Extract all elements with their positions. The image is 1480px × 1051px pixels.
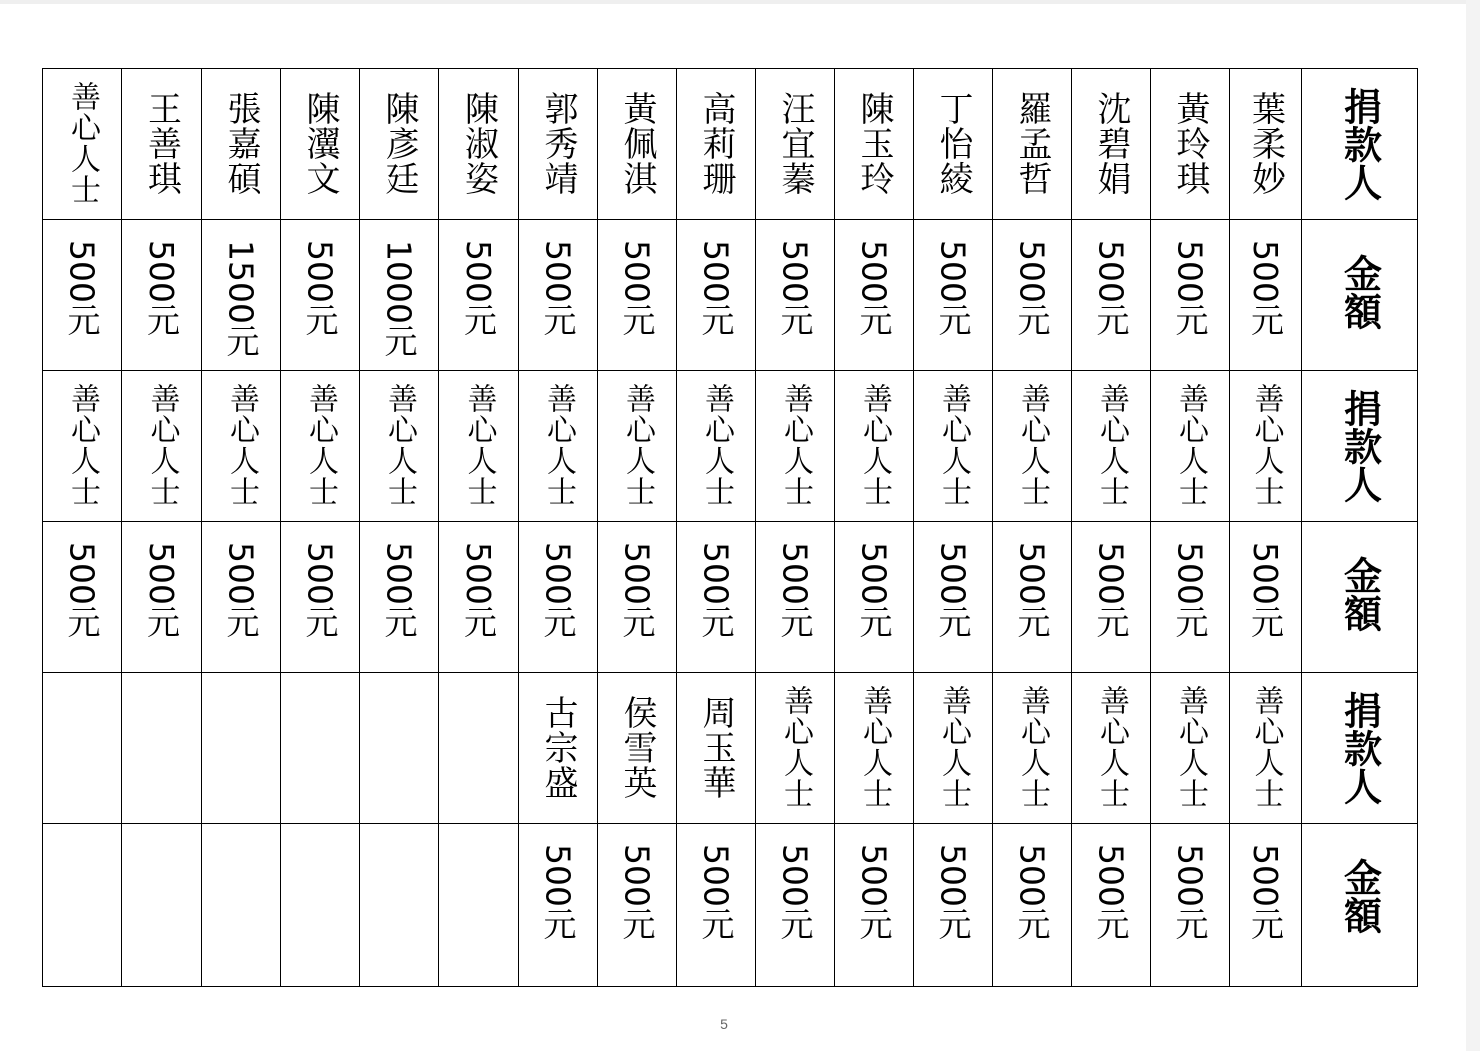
donor-cell bbox=[43, 371, 122, 522]
amount-value: 500 bbox=[459, 542, 498, 605]
donor-cell bbox=[202, 371, 281, 522]
amount-value: 1000 bbox=[379, 240, 419, 324]
amount-value: 500 bbox=[1170, 240, 1210, 303]
top-border bbox=[0, 0, 1480, 4]
donation-amount bbox=[933, 824, 973, 940]
donor-cell bbox=[914, 69, 993, 220]
amount-value: 500 bbox=[300, 240, 340, 303]
currency-unit: 元 bbox=[775, 907, 815, 940]
donor-cell bbox=[1151, 371, 1230, 522]
currency-unit: 元 bbox=[538, 907, 578, 940]
donation-amount bbox=[1246, 824, 1285, 940]
amount-value: 500 bbox=[459, 240, 498, 303]
donor-name: 善心人士 bbox=[1015, 383, 1050, 507]
donor-name: 陳彥廷 bbox=[379, 91, 419, 196]
donor-name: 善心人士 bbox=[778, 383, 813, 507]
amount-header-cell bbox=[1302, 220, 1418, 371]
currency-unit: 元 bbox=[617, 303, 657, 336]
scrollbar-track[interactable] bbox=[1466, 0, 1480, 1051]
donor-cell bbox=[43, 69, 122, 220]
currency-unit: 元 bbox=[1091, 605, 1131, 638]
donor-name: 黃玲琪 bbox=[1170, 91, 1210, 196]
donor-cell bbox=[598, 673, 677, 824]
amount-cell bbox=[202, 522, 281, 673]
amount-cell bbox=[519, 522, 598, 673]
amount-cell bbox=[756, 220, 835, 371]
donor-name: 高莉珊 bbox=[696, 91, 736, 196]
donor-name: 善心人士 bbox=[857, 383, 892, 507]
currency-unit: 元 bbox=[221, 323, 261, 357]
amount-cell bbox=[43, 824, 122, 987]
donor-name: 葉柔妙 bbox=[1245, 91, 1286, 196]
amount-cell bbox=[122, 522, 202, 673]
page-number: 5 bbox=[720, 1016, 728, 1032]
amount-cell bbox=[1230, 522, 1302, 673]
currency-unit: 元 bbox=[300, 303, 340, 336]
currency-unit: 元 bbox=[617, 605, 657, 638]
donor-cell bbox=[677, 673, 756, 824]
donation-amount bbox=[617, 824, 657, 940]
donor-name: 王善琪 bbox=[141, 91, 182, 196]
currency-unit: 元 bbox=[1246, 907, 1285, 940]
donor-cell bbox=[281, 673, 360, 824]
donation-amount bbox=[1012, 220, 1052, 336]
currency-unit: 元 bbox=[1170, 303, 1210, 336]
donor-name: 沈碧娟 bbox=[1091, 91, 1131, 196]
donor-cell bbox=[360, 673, 439, 824]
currency-unit: 元 bbox=[142, 605, 181, 638]
donation-amount bbox=[775, 220, 815, 336]
amount-cell bbox=[835, 220, 914, 371]
amount-value: 500 bbox=[854, 240, 894, 303]
currency-unit: 元 bbox=[1246, 605, 1285, 638]
donor-name: 善心人士 bbox=[620, 383, 655, 507]
amount-value: 500 bbox=[538, 542, 578, 605]
donor-name: 丁怡綾 bbox=[933, 91, 973, 196]
donor-header: 捐款人 bbox=[1337, 87, 1382, 201]
amount-value: 500 bbox=[617, 844, 657, 907]
amount-value: 500 bbox=[1246, 844, 1285, 907]
donor-cell bbox=[1072, 69, 1151, 220]
amount-value: 500 bbox=[1012, 542, 1052, 605]
donor-name: 張嘉碩 bbox=[221, 91, 261, 196]
donor-cell bbox=[677, 371, 756, 522]
donor-cell bbox=[202, 69, 281, 220]
donation-amount bbox=[1170, 220, 1210, 336]
donor-name: 善心人士 bbox=[778, 685, 813, 809]
amount-value: 500 bbox=[379, 542, 419, 605]
donor-name: 善心人士 bbox=[65, 383, 100, 507]
amount-cell bbox=[1072, 824, 1151, 987]
currency-unit: 元 bbox=[1091, 303, 1131, 336]
donation-amount bbox=[62, 522, 102, 638]
currency-unit: 元 bbox=[62, 303, 102, 336]
donor-name: 周玉華 bbox=[696, 695, 736, 800]
donor-header-cell bbox=[1302, 371, 1418, 522]
currency-unit: 元 bbox=[538, 605, 578, 638]
amount-cell bbox=[122, 824, 202, 987]
donor-cell bbox=[914, 371, 993, 522]
currency-unit: 元 bbox=[854, 907, 894, 940]
amount-value: 500 bbox=[1091, 240, 1131, 303]
donor-cell bbox=[1151, 673, 1230, 824]
donation-amount bbox=[1091, 220, 1131, 336]
currency-unit: 元 bbox=[1012, 303, 1052, 336]
amount-cell bbox=[519, 824, 598, 987]
amount-header: 金額 bbox=[1337, 858, 1382, 934]
donor-name: 善心人士 bbox=[936, 685, 971, 809]
donor-cell bbox=[993, 69, 1072, 220]
donation-amount bbox=[1170, 824, 1210, 940]
currency-unit: 元 bbox=[1170, 907, 1210, 940]
donor-cell bbox=[439, 673, 519, 824]
amount-cell bbox=[1151, 824, 1230, 987]
currency-unit: 元 bbox=[933, 907, 973, 940]
donor-cell bbox=[281, 69, 360, 220]
amount-header: 金額 bbox=[1337, 254, 1382, 330]
currency-unit: 元 bbox=[854, 605, 894, 638]
currency-unit: 元 bbox=[617, 907, 657, 940]
amount-value: 500 bbox=[538, 240, 578, 303]
currency-unit: 元 bbox=[538, 303, 578, 336]
donation-amount bbox=[459, 220, 498, 336]
donor-name: 善心人士 bbox=[65, 81, 100, 205]
donor-cell bbox=[519, 69, 598, 220]
currency-unit: 元 bbox=[1091, 907, 1131, 940]
donor-name: 陳瀷文 bbox=[300, 91, 340, 196]
donor-cell bbox=[122, 673, 202, 824]
currency-unit: 元 bbox=[379, 323, 419, 357]
donation-amount bbox=[221, 220, 261, 357]
currency-unit: 元 bbox=[775, 303, 815, 336]
amount-cell bbox=[598, 522, 677, 673]
amount-value: 500 bbox=[617, 542, 657, 605]
donor-header-cell bbox=[1302, 69, 1418, 220]
donor-cell bbox=[122, 371, 202, 522]
amount-cell bbox=[914, 220, 993, 371]
donation-amount bbox=[1170, 522, 1210, 638]
donation-amount bbox=[142, 522, 181, 638]
amount-cell bbox=[1151, 522, 1230, 673]
donation-amount bbox=[696, 522, 736, 638]
amount-cell bbox=[677, 522, 756, 673]
amount-value: 500 bbox=[1246, 542, 1285, 605]
donor-name: 善心人士 bbox=[461, 383, 497, 507]
donation-amount bbox=[1091, 824, 1131, 940]
amount-cell bbox=[993, 824, 1072, 987]
amount-value: 500 bbox=[62, 542, 102, 605]
currency-unit: 元 bbox=[142, 303, 181, 336]
donor-name: 善心人士 bbox=[224, 383, 259, 507]
donor-cell bbox=[598, 371, 677, 522]
amount-cell bbox=[202, 824, 281, 987]
amount-value: 500 bbox=[1091, 844, 1131, 907]
amount-value: 500 bbox=[62, 240, 102, 303]
donor-name: 善心人士 bbox=[1094, 685, 1129, 809]
amount-row bbox=[43, 824, 1418, 987]
donation-amount bbox=[1246, 220, 1285, 336]
donation-amount bbox=[854, 824, 894, 940]
donor-cell bbox=[835, 371, 914, 522]
amount-cell bbox=[1230, 824, 1302, 987]
donation-amount bbox=[1012, 824, 1052, 940]
amount-value: 500 bbox=[696, 542, 736, 605]
amount-value: 500 bbox=[933, 240, 973, 303]
donor-name: 善心人士 bbox=[1015, 685, 1050, 809]
amount-value: 500 bbox=[1170, 542, 1210, 605]
donor-row bbox=[43, 371, 1418, 522]
amount-cell bbox=[281, 522, 360, 673]
currency-unit: 元 bbox=[775, 605, 815, 638]
currency-unit: 元 bbox=[1246, 303, 1285, 336]
amount-cell bbox=[1072, 522, 1151, 673]
donor-name: 侯雪英 bbox=[617, 695, 657, 800]
currency-unit: 元 bbox=[1012, 605, 1052, 638]
amount-value: 1500 bbox=[221, 240, 261, 324]
donor-header: 捐款人 bbox=[1337, 389, 1382, 503]
currency-unit: 元 bbox=[696, 303, 736, 336]
donor-cell bbox=[1072, 371, 1151, 522]
donor-cell bbox=[598, 69, 677, 220]
currency-unit: 元 bbox=[459, 605, 498, 638]
amount-cell bbox=[202, 220, 281, 371]
amount-value: 500 bbox=[1170, 844, 1210, 907]
amount-cell bbox=[281, 220, 360, 371]
amount-value: 500 bbox=[775, 240, 815, 303]
amount-cell bbox=[1072, 220, 1151, 371]
amount-value: 500 bbox=[696, 844, 736, 907]
currency-unit: 元 bbox=[221, 605, 261, 638]
donation-amount bbox=[1012, 522, 1052, 638]
donor-name: 善心人士 bbox=[936, 383, 971, 507]
amount-cell bbox=[598, 220, 677, 371]
amount-row bbox=[43, 220, 1418, 371]
donor-cell bbox=[1072, 673, 1151, 824]
donor-name: 陳玉玲 bbox=[854, 91, 894, 196]
donor-cell bbox=[914, 673, 993, 824]
donor-cell bbox=[43, 673, 122, 824]
donor-cell bbox=[677, 69, 756, 220]
amount-value: 500 bbox=[538, 844, 578, 907]
donor-name: 善心人士 bbox=[382, 383, 417, 507]
amount-header-cell bbox=[1302, 522, 1418, 673]
currency-unit: 元 bbox=[459, 303, 498, 336]
amount-value: 500 bbox=[300, 542, 340, 605]
donor-header: 捐款人 bbox=[1337, 691, 1382, 805]
amount-cell bbox=[993, 522, 1072, 673]
amount-cell bbox=[360, 522, 439, 673]
amount-cell bbox=[360, 220, 439, 371]
donor-row bbox=[43, 673, 1418, 824]
donation-amount bbox=[538, 824, 578, 940]
amount-value: 500 bbox=[854, 542, 894, 605]
amount-cell bbox=[439, 522, 519, 673]
donor-name: 黃佩淇 bbox=[617, 91, 657, 196]
amount-cell bbox=[360, 824, 439, 987]
donation-amount bbox=[379, 220, 419, 357]
amount-header-cell bbox=[1302, 824, 1418, 987]
donor-name: 古宗盛 bbox=[538, 695, 578, 800]
amount-cell bbox=[756, 522, 835, 673]
currency-unit: 元 bbox=[696, 605, 736, 638]
currency-unit: 元 bbox=[933, 303, 973, 336]
donor-cell bbox=[993, 673, 1072, 824]
amount-value: 500 bbox=[1091, 542, 1131, 605]
currency-unit: 元 bbox=[933, 605, 973, 638]
amount-value: 500 bbox=[1012, 844, 1052, 907]
donor-cell bbox=[281, 371, 360, 522]
donation-amount bbox=[696, 824, 736, 940]
amount-cell bbox=[43, 522, 122, 673]
currency-unit: 元 bbox=[1012, 907, 1052, 940]
donation-amount bbox=[538, 220, 578, 336]
amount-header: 金額 bbox=[1337, 556, 1382, 632]
amount-cell bbox=[677, 220, 756, 371]
donation-amount bbox=[775, 824, 815, 940]
donor-name: 善心人士 bbox=[303, 383, 338, 507]
amount-cell bbox=[914, 522, 993, 673]
donor-name: 善心人士 bbox=[1173, 685, 1208, 809]
currency-unit: 元 bbox=[1170, 605, 1210, 638]
donation-amount bbox=[617, 220, 657, 336]
amount-value: 500 bbox=[142, 240, 181, 303]
donor-table bbox=[42, 68, 1418, 987]
amount-value: 500 bbox=[775, 542, 815, 605]
donor-cell bbox=[1230, 69, 1302, 220]
donor-name: 善心人士 bbox=[1248, 383, 1284, 507]
donor-cell bbox=[835, 673, 914, 824]
amount-value: 500 bbox=[1012, 240, 1052, 303]
donor-cell bbox=[993, 371, 1072, 522]
donor-name: 郭秀靖 bbox=[538, 91, 578, 196]
currency-unit: 元 bbox=[62, 605, 102, 638]
donor-cell bbox=[1230, 371, 1302, 522]
donor-name: 善心人士 bbox=[541, 383, 576, 507]
donor-cell bbox=[122, 69, 202, 220]
donation-amount bbox=[142, 220, 181, 336]
amount-cell bbox=[439, 824, 519, 987]
currency-unit: 元 bbox=[379, 605, 419, 638]
donor-cell bbox=[1230, 673, 1302, 824]
donor-name: 善心人士 bbox=[857, 685, 892, 809]
donor-name: 陳淑姿 bbox=[458, 91, 499, 196]
donation-amount bbox=[933, 522, 973, 638]
donor-cell bbox=[519, 673, 598, 824]
amount-value: 500 bbox=[221, 542, 261, 605]
amount-value: 500 bbox=[142, 542, 181, 605]
donation-amount bbox=[1246, 522, 1285, 638]
amount-cell bbox=[1151, 220, 1230, 371]
amount-cell bbox=[835, 522, 914, 673]
donation-amount bbox=[300, 220, 340, 336]
amount-row bbox=[43, 522, 1418, 673]
donor-cell bbox=[439, 69, 519, 220]
donation-amount bbox=[617, 522, 657, 638]
donor-header-cell bbox=[1302, 673, 1418, 824]
donation-amount bbox=[696, 220, 736, 336]
donation-amount bbox=[62, 220, 102, 336]
currency-unit: 元 bbox=[854, 303, 894, 336]
donation-amount bbox=[1091, 522, 1131, 638]
donor-cell bbox=[439, 371, 519, 522]
amount-cell bbox=[519, 220, 598, 371]
donor-name: 善心人士 bbox=[699, 383, 734, 507]
donation-amount bbox=[854, 220, 894, 336]
donor-cell bbox=[756, 69, 835, 220]
amount-value: 500 bbox=[1246, 240, 1285, 303]
amount-cell bbox=[281, 824, 360, 987]
donor-row bbox=[43, 69, 1418, 220]
donation-amount bbox=[459, 522, 498, 638]
amount-cell bbox=[1230, 220, 1302, 371]
amount-cell bbox=[756, 824, 835, 987]
amount-value: 500 bbox=[696, 240, 736, 303]
donor-cell bbox=[202, 673, 281, 824]
donor-name: 善心人士 bbox=[1248, 685, 1284, 809]
donation-amount bbox=[221, 522, 261, 638]
amount-value: 500 bbox=[933, 844, 973, 907]
donor-cell bbox=[835, 69, 914, 220]
amount-value: 500 bbox=[775, 844, 815, 907]
donor-name: 善心人士 bbox=[144, 383, 180, 507]
currency-unit: 元 bbox=[300, 605, 340, 638]
amount-cell bbox=[993, 220, 1072, 371]
donor-cell bbox=[1151, 69, 1230, 220]
amount-value: 500 bbox=[617, 240, 657, 303]
donation-amount bbox=[775, 522, 815, 638]
donor-cell bbox=[756, 673, 835, 824]
donation-amount bbox=[854, 522, 894, 638]
donor-name: 羅孟哲 bbox=[1012, 91, 1052, 196]
amount-cell bbox=[122, 220, 202, 371]
donation-amount bbox=[933, 220, 973, 336]
donor-name: 善心人士 bbox=[1173, 383, 1208, 507]
donation-amount bbox=[300, 522, 340, 638]
amount-cell bbox=[677, 824, 756, 987]
donor-name: 善心人士 bbox=[1094, 383, 1129, 507]
donation-amount bbox=[538, 522, 578, 638]
donor-cell bbox=[519, 371, 598, 522]
amount-value: 500 bbox=[854, 844, 894, 907]
amount-cell bbox=[43, 220, 122, 371]
donor-cell bbox=[756, 371, 835, 522]
amount-value: 500 bbox=[933, 542, 973, 605]
amount-cell bbox=[598, 824, 677, 987]
currency-unit: 元 bbox=[696, 907, 736, 940]
amount-cell bbox=[439, 220, 519, 371]
donation-amount bbox=[379, 522, 419, 638]
amount-cell bbox=[835, 824, 914, 987]
donor-cell bbox=[360, 371, 439, 522]
donor-name: 汪宜蓁 bbox=[775, 91, 815, 196]
amount-cell bbox=[914, 824, 993, 987]
donor-cell bbox=[360, 69, 439, 220]
